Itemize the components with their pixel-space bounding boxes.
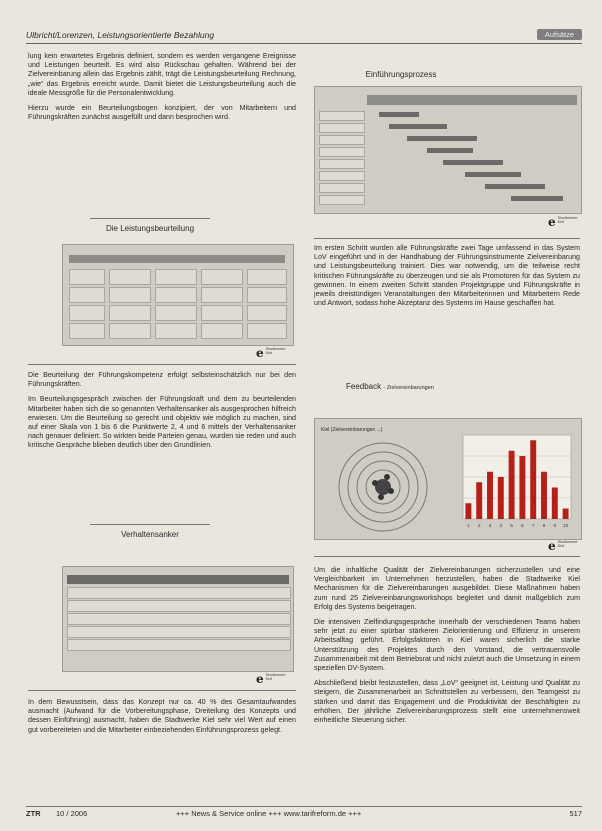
figure-feedback	[314, 418, 582, 540]
chart-label: Kiel (Zielvereinbarungen ...)	[321, 427, 383, 433]
gantt-header	[367, 95, 577, 105]
figure-leistungsbeurteilung	[62, 244, 294, 346]
left-text-bottom	[28, 698, 296, 741]
right-text-bottom	[314, 566, 580, 731]
x-tick-label: 7	[531, 523, 535, 528]
logo-letter: e	[256, 672, 264, 686]
logo-line1: Stadtwerke	[557, 539, 578, 544]
logo-letter: e	[548, 215, 556, 229]
stadtwerke-logo	[548, 216, 580, 228]
chart-bar	[563, 509, 569, 520]
figure-rule	[90, 218, 210, 219]
stadtwerke-logo	[548, 540, 580, 552]
chart-bar	[541, 472, 547, 519]
figure-title: Die Leistungsbeurteilung	[105, 224, 195, 233]
paragraph: In dem Bewusstsein, dass das Konzept nur ca. 40 % des Gesamtaufwandes ausmacht (Aufwand für die Vorbereitungsphase, Dreiteilung des Konzepts und dessen Einführung) ausmacht, haben die Stadtwerke Kiel sehr viel Wert auf einen gut vorbereiteten und die Mitarbeiter einbeziehenden Einführungsprozess gelegt.	[28, 698, 296, 734]
figure-title: Verhaltensanker	[121, 530, 179, 539]
page-footer	[26, 806, 582, 819]
paragraph: Die Beurteilung der Führungskompetenz erfolgt selbsteinschätzlich nur bei den Führungskräften.	[28, 371, 296, 389]
x-tick-label: 10	[563, 523, 569, 528]
logo-line1: Stadtwerke	[557, 215, 578, 220]
logo-line2: Kiel	[557, 219, 565, 224]
chart-bar	[530, 440, 536, 519]
paragraph: Im ersten Schritt wurden alle Führungskräfte zwei Tage umfassend in das System LoV eingeführt und in der Handhabung der Führungsinstrumente Zielvereinbarung und Leistungsbeurteilung trainiert. Dies war notwendig, um die teilweise recht kritischen Führungskräfte zu überzeugen und sie als Promotoren für das System zu gewinnen. In einem zweiten Schritt standen Projektgruppe und Führungskräfte in jeweils dreistündigen Veranstaltungen den Mitarbeiterinnen und Mitarbeitern Rede und Antwort, sodass hohe Akzeptanz des Systems im Hause geschaffen hat.	[314, 244, 580, 308]
x-tick-label: 9	[553, 523, 557, 528]
figure-verhaltensanker	[62, 566, 294, 672]
figure-rule	[28, 364, 296, 365]
logo-line2: Kiel	[265, 676, 273, 681]
paragraph: Die intensiven Zielfindungsgespräche innerhalb der verschiedenen Teams haben sehr jetzt zu einer spürbar stärkeren Zielorientierung und Effizienz in unserem Arbeitsalltag geführt. Erfolgsfaktoren in Kiel waren sicherlich die starke Unterstützung des Projektes durch den Vorstand, die vertrauensvolle Zusammenarbeit mit dem Betriebsrat und nicht zuletzt auch die Umsetzung in einem speziellen DV-System.	[314, 618, 580, 673]
chart-bar	[552, 488, 558, 520]
paragraph: lung kein erwartetes Ergebnis definiert, sondern es werden vergangene Ereignisse und Leistungen beurteilt. Es wird also Rückschau gehalten. Während bei der Zielvereinbarung allein das Ergebnis zählt, trägt die Leistungsbeurteilung Rechnung, „wie“ das Ergebnis erreicht wurde. Damit bietet die Leistungsbeurteilung auch die ideale Messgröße für die Personalentwicklung.	[28, 52, 296, 97]
x-tick-label: 2	[477, 523, 481, 528]
figure-rule	[28, 690, 296, 691]
chart-bar	[519, 456, 525, 519]
right-text-top	[314, 244, 580, 314]
chart-bar	[509, 451, 515, 519]
left-text-mid	[28, 371, 296, 457]
target-graphic	[323, 439, 443, 535]
logo-line1: Stadtwerke	[265, 672, 286, 677]
x-tick-label: 3	[488, 523, 492, 528]
figure-rule	[314, 238, 580, 239]
window-titlebar	[67, 575, 289, 584]
x-tick-label: 4	[499, 523, 503, 528]
logo-letter: e	[548, 539, 556, 553]
x-tick-label: 8	[542, 523, 546, 528]
chart-bar	[476, 482, 482, 519]
paragraph: Im Beurteilungsgespräch zwischen der Führungskraft und dem zu beurteilenden Mitarbeiter haben sich die so genannten Verhaltensanker als ausgesprochen hilfreich erwiesen. Um die Beurteilung so gerecht und objektiv wie möglich zu machen, sind auf einer Skala von 1 bis 6 die Punktwerte 2, 4 und 6 mittels der Verhaltensanker nach genauer definiert. So wirkten beide Parteien genau, wurden sie reden und auch kritische Gespräche blieben deutlich über den Grundlinien.	[28, 395, 296, 450]
running-header	[26, 30, 582, 44]
table-grid	[69, 269, 285, 339]
x-tick-label: 6	[521, 523, 524, 528]
logo-line2: Kiel	[265, 350, 273, 355]
figure-rule	[90, 524, 210, 525]
footer-journal: ZTR	[26, 809, 41, 818]
logo-line2: Kiel	[557, 543, 565, 548]
header-title: Ulbricht/Lorenzen, Leistungsorientierte Bezahlung	[26, 30, 215, 40]
feedback-subtitle: - Zielvereinbarungen	[383, 385, 434, 391]
chart-bar	[465, 503, 471, 519]
figure-rule	[314, 556, 580, 557]
paragraph: Hierzu wurde ein Beurteilungsbogen konzipiert, der von Mitarbeitern und Führungskräften zunächst ausgefüllt und dann besprochen wird.	[28, 104, 296, 122]
section-badge: Aufsätze	[537, 29, 582, 40]
figure-title	[346, 382, 546, 391]
chart-bar	[498, 477, 504, 519]
left-text-top	[28, 52, 296, 128]
feedback-bar-chart	[447, 429, 575, 531]
figure-title: Einführungsprozess	[365, 70, 437, 79]
figure-einfuehrungsprozess	[314, 86, 582, 214]
logo-letter: e	[256, 346, 264, 360]
stadtwerke-logo	[256, 347, 288, 359]
stadtwerke-logo	[256, 673, 288, 685]
paragraph: Um die inhaltliche Qualität der Zielvereinbarungen sicherzustellen und eine Vergleichbarkeit im Unternehmen herzustellen, haben die Stadtwerke Kiel Mechanismen für die Zielvereinbarungen ausgebildet. Diese Maßnahmen haben zum rund 25 Zielvereinbarungsworkshops begleitet und damit maßgeblich zum Erfolg des Systems beigetragen.	[314, 566, 580, 611]
footer-page-number: 517	[569, 809, 582, 818]
chart-bar	[487, 472, 493, 519]
paragraph: Abschließend bleibt festzustellen, dass „LoV“ geeignet ist, Leistung und Qualität zu steigern, die Zusammenarbeit an Schnittstellen zu verbessern, den Teamgeist zu stärken und damit das Engagement und die Produktivität der Beschäftigten zu erhöhen. Der jährliche Zielvereinbarungsprozess stellt eine unternehmensweit einheitliche Steuerung sicher.	[314, 679, 580, 725]
logo-line1: Stadtwerke	[265, 346, 286, 351]
footer-news: +++ News & Service online +++ www.tarifreform.de +++	[176, 809, 362, 818]
x-tick-label: 5	[510, 523, 513, 528]
footer-issue: 10 / 2006	[56, 809, 88, 818]
table-header-bar	[69, 255, 285, 263]
feedback-title: Feedback	[346, 382, 382, 391]
x-tick-label: 1	[467, 523, 470, 528]
